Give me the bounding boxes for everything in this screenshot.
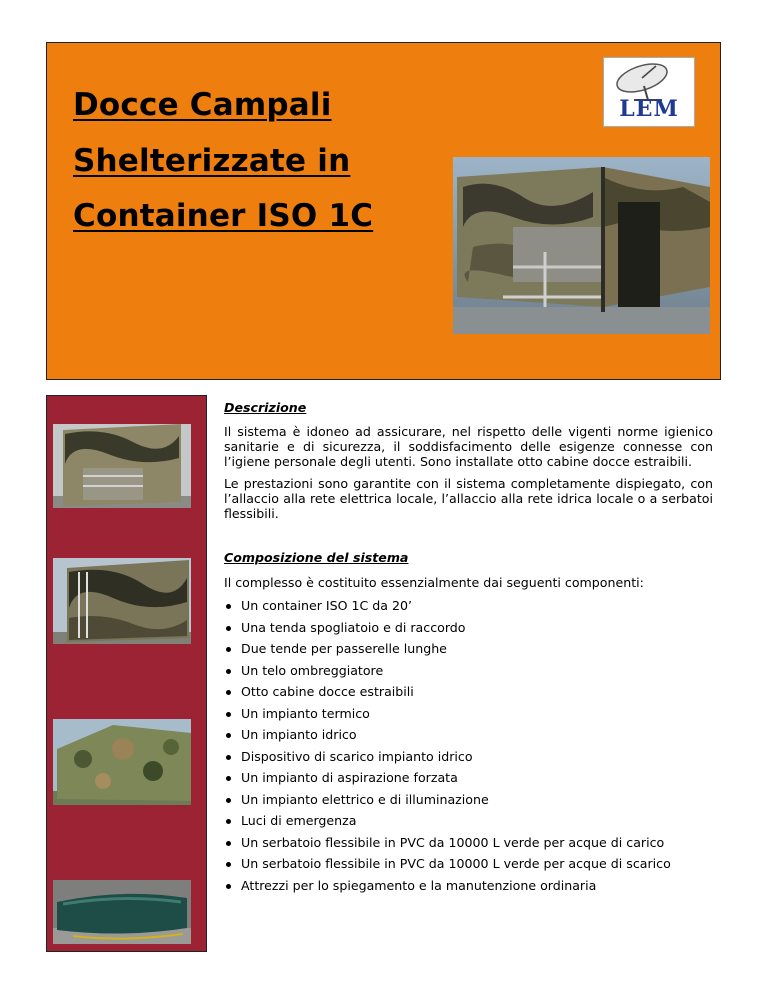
component-list [224,598,713,899]
shower-container-photo [453,157,710,334]
list-item: Una tenda spogliatoio e di raccordo [224,620,713,642]
company-logo [603,57,695,127]
list-item: Due tende per passerelle lunghe [224,641,713,663]
list-item: Un serbatoio flessibile in PVC da 10000 L verde per acque di scarico [224,856,713,878]
title-line-3: Container ISO 1C [73,198,374,234]
list-item: Un serbatoio flessibile in PVC da 10000 L verde per acque di carico [224,835,713,857]
list-item: Dispositivo di scarico impianto idrico [224,749,713,771]
list-item: Un impianto di aspirazione forzata [224,770,713,792]
title-banner [46,42,721,380]
main-content [224,400,713,899]
list-item: Un impianto termico [224,706,713,728]
list-item: Otto cabine docce estraibili [224,684,713,706]
container-side-photo [53,558,191,644]
descrizione-paragraph-1: Il sistema è idoneo ad assicurare, nel rispetto delle vigenti norme igienico sanitarie e di sicurezza, il soddisfacimento delle esigenze connesse con l’igiene personale degli utenti. Sono installate otto cabine docce estraibili. [224,424,713,469]
title-line-1: Docce Campali [73,87,332,123]
list-item: Un impianto elettrico e di illuminazione [224,792,713,814]
container-closed-photo [53,424,191,508]
descrizione-paragraph-2: Le prestazioni sono garantite con il sistema completamente dispiegato, con l’allaccio alla rete elettrica locale, l’allaccio alla rete idrica locale o a serbatoi flessibili. [224,476,713,521]
photo-sidebar [46,395,207,952]
title-line-2: Shelterizzate in [73,143,351,179]
list-item: Luci di emergenza [224,813,713,835]
descrizione-heading: Descrizione [224,400,307,415]
list-item: Un telo ombreggiatore [224,663,713,685]
list-item: Attrezzi per lo spiegamento e la manutenzione ordinaria [224,878,713,900]
list-item: Un container ISO 1C da 20’ [224,598,713,620]
composizione-intro: Il complesso è costituito essenzialmente dai seguenti componenti: [224,575,644,590]
water-tank-photo [53,880,191,944]
logo-text: LEM [619,96,679,122]
camouflage-tent-photo [53,719,191,805]
list-item: Un impianto idrico [224,727,713,749]
composizione-heading: Composizione del sistema [224,550,409,565]
